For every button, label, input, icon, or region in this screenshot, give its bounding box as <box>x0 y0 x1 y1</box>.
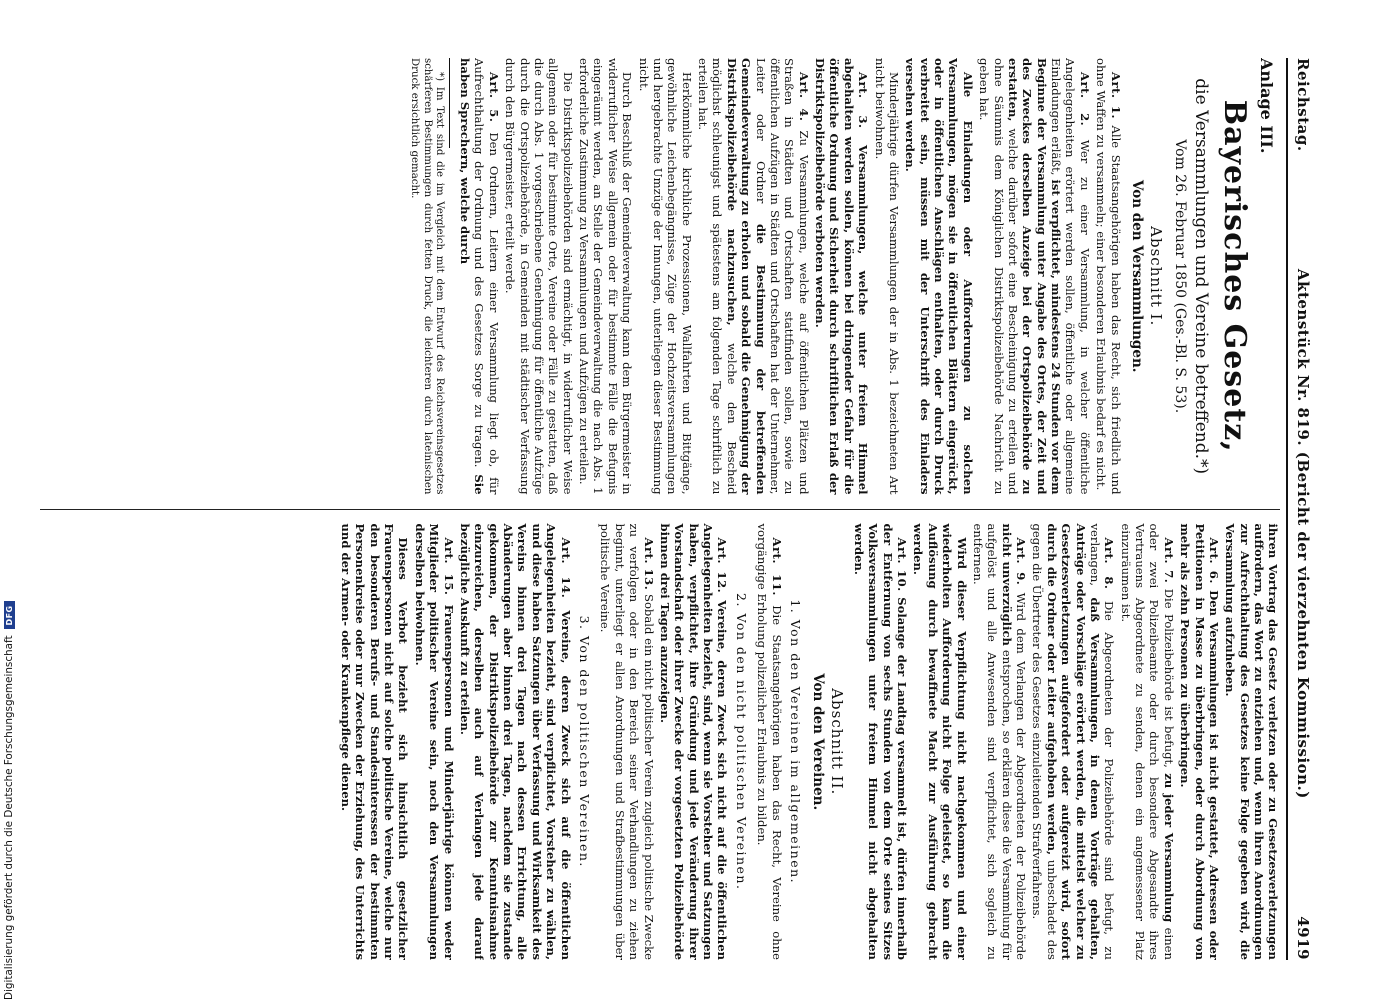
law-title: Bayerisches Gesetz, <box>1216 99 1252 453</box>
article-3 <box>813 58 871 495</box>
article-4-paragraph-3: Durch Beschluß der Gemeindeverwaltung kann dem Bürgermeister in widerruflicher Weise allgemein oder für bestimmte Fälle die Befugnis eingeräumt werden, an Stelle der Gemeindeverwaltung die nach Abs. 1 erforderliche Zustimmung zu Versammlungen und Aufzügen zu erteilen. <box>577 58 635 495</box>
article-14-label: Art. 14. <box>558 537 573 599</box>
section-2-heading: Abschnitt II. <box>827 688 846 796</box>
article-2 <box>977 58 1092 495</box>
article-11 <box>755 524 784 961</box>
article-4 <box>696 58 811 495</box>
article-15-paragraph-2: Dieses Verbot bezieht sich hinsichtlich gesetzlicher Frauenspersonen nicht auf solche politische Vereine, welche nur den besonderen Berufs- und Standesinteressen der bestimmten Personenkreise oder nur Zwecken der Erziehung, des Unterrichts und der Armen- oder Krankenpflege dienen. <box>338 523 411 960</box>
article-3-label: Art. 3. <box>856 72 871 129</box>
article-10-text: Solange der Landtag versammelt ist, dürfen innerhalb der Entfernung von sechs Stunden von dem Orte seines Sitzes Volksversammlungen unter freiem Himmel nicht abgehalten werden. <box>851 523 910 960</box>
article-3-text: Versammlungen, welche unter freiem Himmel abgehalten werden sollen, können bei dringender Gefahr für die öffentliche Ordnung und Sicherheit durch schriftlichen Erlaß der Distriktspolizeibehörde verboten werden. <box>813 58 871 495</box>
subsection-1-heading: 1. Von den Vereinen im allgemeinen. <box>788 599 804 885</box>
article-9-text-b: entsprochen, so erklären diese die Versammlung für aufgelöst und alle Anwesenden sind verpflichtet, sich sogleich zu entfernen. <box>970 523 1014 960</box>
article-4-label: Art. 4. <box>796 72 811 122</box>
article-5-label: Art. 5. <box>486 72 501 123</box>
law-date: Vom 26. Februar 1850 (Ges.-Bl. S. 53). <box>1172 139 1189 414</box>
dfg-logo-icon: DFG <box>4 601 15 629</box>
article-5 <box>458 58 501 495</box>
article-2-paragraph-2: Alle Einladungen oder Aufforderungen zu solchen Versammlungen, mögen sie in öffentlichen Blättern eingerückt, oder in öffentlichen Anschlägen enthalten, oder durch Druck verbreitet sein, müssen mit der Unterschrift des Einladers versehen werden. <box>903 58 975 495</box>
article-11-text: Die Staatsangehörigen haben das Recht, Vereine ohne vorgängige Erholung polizeilicher Erlaubnis zu bilden. <box>755 523 784 960</box>
running-head-center: Aktenstück Nr. 819. (Bericht der vierzehnten Kommission.) <box>1294 268 1312 799</box>
article-4-text-a: Zu Versammlungen, welche auf öffentlichen Plätzen und Straßen in Städten und Ortschaften stattfinden sollen, sowie zu öffentlichen Aufzügen in Städten und Ortschaften hat der Unternehmer, Leiter oder Ordner <box>753 58 811 495</box>
article-8-text-b: unbeschadet des gegen die Übertreter des Gesetzes einzuleitenden Strafverfahrens. <box>1030 523 1059 960</box>
article-7-label: Art. 7. <box>1161 537 1176 584</box>
subsection-2-heading: 2. Von den nicht politischen Vereinen. <box>733 593 749 891</box>
article-8-text-bold: daß Versammlungen, in denen Vorträge gehalten, Anträge oder Vorschläge erörtert werden, die mittelst welcher zu Gesetzesverletzungen aufgefordert oder aufgereizt wird, sofort durch die Ordner oder Leiter aufgehoben werden, <box>1044 523 1102 960</box>
article-7-text-a: Die Polizeibehörde ist befugt, <box>1161 588 1176 768</box>
page-number: 4919 <box>1294 916 1312 960</box>
right-column <box>40 510 1280 961</box>
article-2-label: Art. 2. <box>1077 72 1092 127</box>
law-subtitle: die Versammlungen und Vereine betreffend.*) <box>1191 78 1212 475</box>
article-9-text-a: Wird dem Verlangen der Abgeordneten der Polizeibehörde <box>1014 592 1029 960</box>
article-8-label: Art. 8. <box>1102 537 1117 590</box>
article-13-label: Art. 13. <box>641 537 656 591</box>
article-7 <box>1118 524 1176 961</box>
annex-label: Anlage III. <box>1257 58 1277 154</box>
article-5-continuation: ihren Vortrag das Gesetz verletzen oder zu Gesetzesverletzungen auffordern, das Wort zu entziehen und, wenn ihren Anordnungen zur Aufrechthaltung des Gesetzes keine Folge gegeben wird, die Versammlung aufzuheben. <box>1223 523 1281 960</box>
article-12 <box>658 524 730 961</box>
digitization-notice <box>2 600 16 1000</box>
article-12-label: Art. 12. <box>715 537 730 594</box>
article-5-text-bold: Sie haben Sprechern, welche durch <box>458 58 487 495</box>
two-column-body <box>40 58 1280 960</box>
article-6-text: Den Versammlungen ist nicht gestattet, Adressen oder Petitionen in Masse zu überbringen, oder durch Abordnung von mehr als zehn Personen zu überbringen. <box>1178 523 1221 960</box>
left-column <box>40 58 1280 509</box>
section-2-title: Von den Vereinen. <box>809 673 826 811</box>
section-1-heading: Abschnitt I. <box>1146 226 1165 327</box>
article-5-text-a: Den Ordnern, Leitern einer Versammlung liegt ob, für Aufrechthaltung der Ordnung und des Gesetzes Sorge zu tragen. <box>472 58 501 495</box>
article-8-text-a: Die Abgeordneten der Polizeibehörde sind befugt, zu verlangen, <box>1087 523 1117 960</box>
footnote-rule <box>449 58 450 148</box>
running-head <box>1286 58 1312 960</box>
article-2-text-bold: ist verpflichtet, mindestens 24 Stunden vor dem Beginne der Versammlung unter Angabe des Ortes, der Zeit und des Zweckes derselben Anzeige bei der Ortspolizeibehörde zu erstatten, <box>1006 58 1064 495</box>
article-6 <box>1178 524 1221 961</box>
article-1 <box>1094 58 1123 495</box>
article-4-text-b: welche den Bescheid möglichst schleunigst und spätestens am folgenden Tage schriftlich zu erteilen hat. <box>696 58 739 495</box>
article-4-text-bold: die Bestimmung der betreffenden Gemeindeverwaltung zu erholen und sobald die Genehmigung der Distriktspolizeibehörde nachzusuchen, <box>724 58 768 495</box>
article-11-label: Art. 11. <box>769 537 784 596</box>
footnote: *) Im Text sind die im Vergleich mit dem Entwurf des Reichsvereinsgesetzes schärferen Bestimmungen durch fetten Druck, die leichteren durch lateinischen Druck ersichtlich gemacht. <box>409 58 445 495</box>
article-2-text-b: welche darüber sofort eine Bescheinigung zu erteilen und ohne Säumnis dem Königlichen Distriktspolizeibehörde Nachricht zu geben hat. <box>977 58 1020 495</box>
article-8 <box>1030 524 1116 961</box>
article-7-text-b: einen oder zwei Polizeibeamte oder durch besondere Abgesandte ihres Vertrauens Abgeordnete zu senden, denen ein angemessener Platz einzuräumen ist. <box>1118 523 1176 960</box>
article-2-paragraph-3: Minderjährige dürfen Versammlungen der in Abs. 1 bezeichneten Art nicht beiwohnen. <box>872 58 901 495</box>
article-14-text: Vereine, deren Zweck sich auf die öffentlichen Angelegenheiten bezieht, sind verpflichtet, Vorsteher zu wählen, und diese haben Satzungen über Verfassung und Wirksamkeit des Vereins binnen drei Tagen nach dessen Errichtung, alle Abänderungen aber binnen drei Tagen, nachdem sie zustande gekommen, der Distriktspolizeibehörde zur Kenntnisnahme einzureichen, derselben auch auf Verlangen jede darauf bezügliche Auskunft zu erteilen. <box>457 523 573 960</box>
subsection-3-heading: 3. Von den politischen Vereinen. <box>577 615 593 868</box>
article-14 <box>458 524 573 961</box>
article-9 <box>971 524 1029 961</box>
digitization-notice-text: Digitalisierung gefördert durch die Deutsche Forschungsgemeinschaft <box>3 635 15 1000</box>
article-15 <box>412 524 455 961</box>
article-7-text-bold: zu jeder Versammlung <box>1161 773 1176 923</box>
article-13 <box>598 524 656 961</box>
article-9-paragraph-2: Wird dieser Verpflichtung nicht nachgekommen und einer wiederholten Aufforderung nicht Folge geleistet, so kann die Auflösung durch bewaffnete Macht zur Ausführung gebracht werden. <box>911 523 969 960</box>
article-4-paragraph-4: Die Distriktspolizeibehörden sind ermächtigt, in widerruflicher Weise allgemein oder für bestimmte Orte, Vereine oder Fälle zu gestatten, daß die durch Abs. 1 vorgeschriebene Genehmigung für öffentliche Aufzüge durch die Ortspolizeibehörde, in Gemeinden mit städtischer Verfassung durch den Bürgermeister, erteilt werde. <box>503 58 575 495</box>
article-10-label: Art. 10. <box>895 537 910 592</box>
article-15-text: Frauenspersonen und Minderjährige können weder Mitglieder politischer Vereine sein, noch den Versammlungen derselben beiwohnen. <box>412 523 456 960</box>
running-head-left: Reichstag. <box>1294 58 1312 152</box>
section-1-title: Von den Versammlungen. <box>1129 180 1146 373</box>
article-15-label: Art. 15. <box>441 537 456 596</box>
article-13-text: Sobald ein nicht politischer Verein zugleich politische Zwecke zu verfolgen oder in den Bereich seiner Verhandlungen zu ziehen beginnt, unterliegt er allen Anordnungen und Strafbestimmungen über politische Vereine. <box>598 523 656 960</box>
article-1-text: Alle Staatsangehörigen haben das Recht, sich friedlich und ohne Waffen zu versammeln; einer besonderen Erlaubnis bedarf es nicht. <box>1094 58 1123 495</box>
article-1-label: Art. 1. <box>1108 72 1123 119</box>
article-6-label: Art. 6. <box>1206 537 1221 584</box>
article-9-label: Art. 9. <box>1014 537 1029 586</box>
article-4-paragraph-2: Herkömmliche kirchliche Prozessionen, Wallfahrten und Bittgänge, gewöhnliche Leichenbegängnisse, Züge der Hochzeitsversammlungen und hergebrachte Umzüge der Innungen, unterliegen dieser Bestimmung nicht. <box>636 58 694 495</box>
article-2-text-a: Wer zu einer Versammlung, in welcher öffentliche Angelegenheiten erörtert werden sollen, öffentliche oder allgemeine Einladungen erläßt, <box>1049 58 1092 495</box>
article-10 <box>852 524 910 961</box>
article-12-text: Vereine, deren Zweck sich nicht auf die öffentlichen Angelegenheiten bezieht, sind, wenn sie Vorsteher und Satzungen haben, verpflichtet, ihre Gründung und jede Veränderung ihrer Vorstandschaft oder ihrer Zwecke der vorgesetzten Polizeibehörde binnen drei Tagen anzuzeigen. <box>657 523 730 960</box>
article-9-text-bold: nicht unverzüglich <box>999 523 1014 646</box>
